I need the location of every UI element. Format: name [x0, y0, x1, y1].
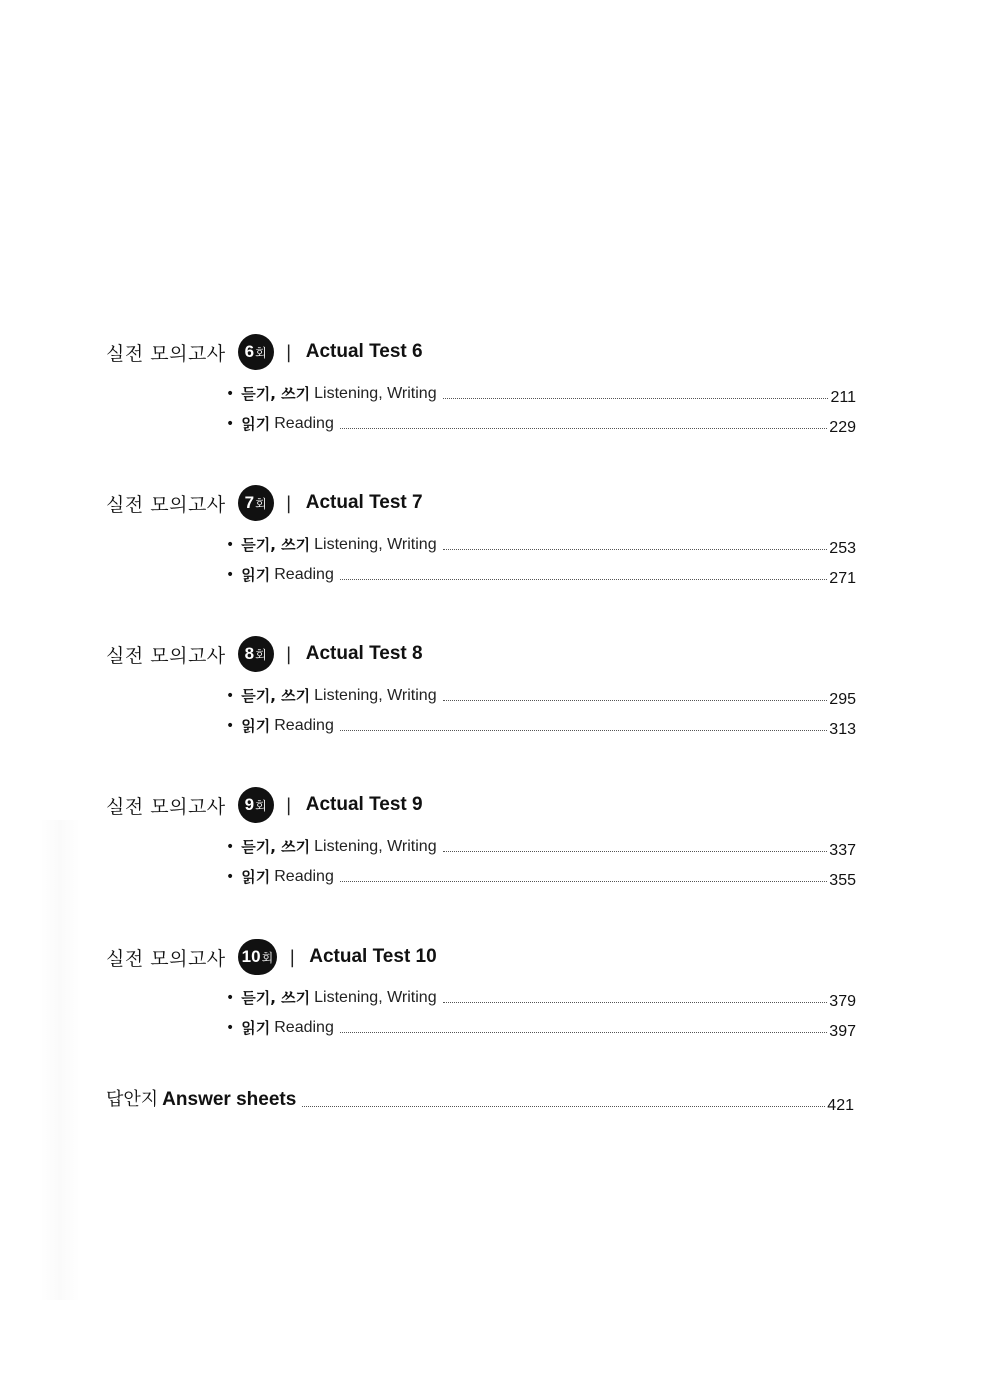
bullet: • — [226, 416, 235, 432]
toc-entry-test-7-listening-writing[interactable] — [226, 533, 856, 555]
section-korean-label: 실전 모의고사 — [106, 795, 226, 818]
heading-separator: | — [289, 946, 296, 968]
entry-korean-label: 읽기 — [241, 566, 271, 584]
bullet: • — [226, 869, 235, 885]
entry-korean-label: 읽기 — [241, 415, 271, 433]
section-title: Actual Test 10 — [309, 946, 437, 967]
heading-separator: | — [285, 643, 292, 665]
entry-english-label: Reading — [274, 1019, 334, 1036]
section-heading-test-6 — [106, 332, 423, 372]
dot-leader — [340, 880, 827, 882]
bullet: • — [226, 567, 235, 583]
test-number-badge — [238, 939, 278, 975]
entry-korean-label: 듣기, 쓰기 — [241, 989, 311, 1007]
entry-korean-label: 읽기 — [241, 717, 271, 735]
toc-entry-test-8-reading[interactable] — [226, 714, 856, 736]
heading-separator: | — [285, 341, 292, 363]
test-number-badge — [238, 787, 274, 823]
badge-number: 7 — [244, 493, 255, 512]
entry-english-label: Listening, Writing — [314, 838, 437, 855]
badge-suffix: 회 — [255, 647, 267, 662]
answer-sheets-korean-label: 답안지 — [106, 1089, 159, 1110]
page-number: 253 — [829, 540, 856, 557]
section-korean-label: 실전 모의고사 — [106, 947, 226, 970]
page-number: 271 — [829, 570, 856, 587]
dot-leader — [443, 850, 828, 852]
page-number: 313 — [829, 721, 856, 738]
section-heading-test-8 — [106, 634, 423, 674]
section-korean-label: 실전 모의고사 — [106, 493, 226, 516]
toc-entry-answer-sheets[interactable] — [106, 1086, 854, 1112]
section-heading-test-7 — [106, 483, 423, 523]
section-heading-test-9 — [106, 785, 423, 825]
toc-entry-test-8-listening-writing[interactable] — [226, 684, 856, 706]
toc-entry-test-9-reading[interactable] — [226, 865, 856, 887]
page-number: 229 — [829, 419, 856, 436]
heading-separator: | — [285, 794, 292, 816]
badge-number: 6 — [244, 342, 255, 361]
entry-korean-label: 듣기, 쓰기 — [241, 385, 311, 403]
heading-separator: | — [285, 492, 292, 514]
bullet: • — [226, 839, 235, 855]
page-number: 337 — [829, 842, 856, 859]
page-number: 397 — [829, 1023, 856, 1040]
entry-korean-label: 읽기 — [241, 868, 271, 886]
bullet: • — [226, 386, 235, 402]
page-number: 355 — [829, 872, 856, 889]
dot-leader — [340, 578, 827, 580]
entry-korean-label: 듣기, 쓰기 — [241, 536, 311, 554]
answer-sheets-english-label: Answer sheets — [162, 1089, 297, 1110]
toc-entry-test-6-reading[interactable] — [226, 412, 856, 434]
toc-entry-test-9-listening-writing[interactable] — [226, 835, 856, 857]
entry-english-label: Reading — [274, 566, 334, 583]
badge-suffix: 회 — [255, 345, 267, 360]
section-korean-label: 실전 모의고사 — [106, 342, 226, 365]
entry-english-label: Listening, Writing — [314, 385, 437, 402]
toc-entry-test-10-listening-writing[interactable] — [226, 986, 856, 1008]
dot-leader — [340, 729, 827, 731]
page-number: 211 — [830, 389, 856, 406]
test-number-badge — [238, 485, 274, 521]
bullet: • — [226, 688, 235, 704]
test-number-badge — [238, 334, 274, 370]
dot-leader — [443, 699, 828, 701]
badge-number: 9 — [244, 795, 255, 814]
section-heading-test-10 — [106, 937, 437, 977]
entry-korean-label: 읽기 — [241, 1019, 271, 1037]
section-korean-label: 실전 모의고사 — [106, 644, 226, 667]
section-title: Actual Test 6 — [305, 341, 423, 362]
dot-leader — [302, 1105, 825, 1107]
entry-english-label: Reading — [274, 717, 334, 734]
dot-leader — [340, 1031, 827, 1033]
bullet: • — [226, 1020, 235, 1036]
entry-korean-label: 듣기, 쓰기 — [241, 687, 311, 705]
bullet: • — [226, 990, 235, 1006]
test-number-badge — [238, 636, 274, 672]
bullet: • — [226, 537, 235, 553]
page-number: 421 — [827, 1097, 854, 1114]
entry-english-label: Reading — [274, 415, 334, 432]
badge-number: 8 — [244, 644, 255, 663]
dot-leader — [340, 427, 827, 429]
badge-suffix: 회 — [261, 950, 274, 965]
dot-leader — [443, 1001, 828, 1003]
badge-suffix: 회 — [255, 496, 267, 511]
toc-entry-test-7-reading[interactable] — [226, 563, 856, 585]
entry-korean-label: 듣기, 쓰기 — [241, 838, 311, 856]
page-number: 379 — [829, 993, 856, 1010]
dot-leader — [443, 397, 829, 399]
entry-english-label: Listening, Writing — [314, 989, 437, 1006]
toc-entry-test-6-listening-writing[interactable] — [226, 382, 856, 404]
badge-number: 10 — [241, 947, 261, 966]
section-title: Actual Test 8 — [305, 643, 423, 664]
badge-suffix: 회 — [255, 798, 267, 813]
section-title: Actual Test 7 — [305, 492, 423, 513]
entry-english-label: Listening, Writing — [314, 687, 437, 704]
dot-leader — [443, 548, 828, 550]
entry-english-label: Listening, Writing — [314, 536, 437, 553]
toc-entry-test-10-reading[interactable] — [226, 1016, 856, 1038]
entry-english-label: Reading — [274, 868, 334, 885]
page-number: 295 — [829, 691, 856, 708]
section-title: Actual Test 9 — [305, 794, 423, 815]
bullet: • — [226, 718, 235, 734]
